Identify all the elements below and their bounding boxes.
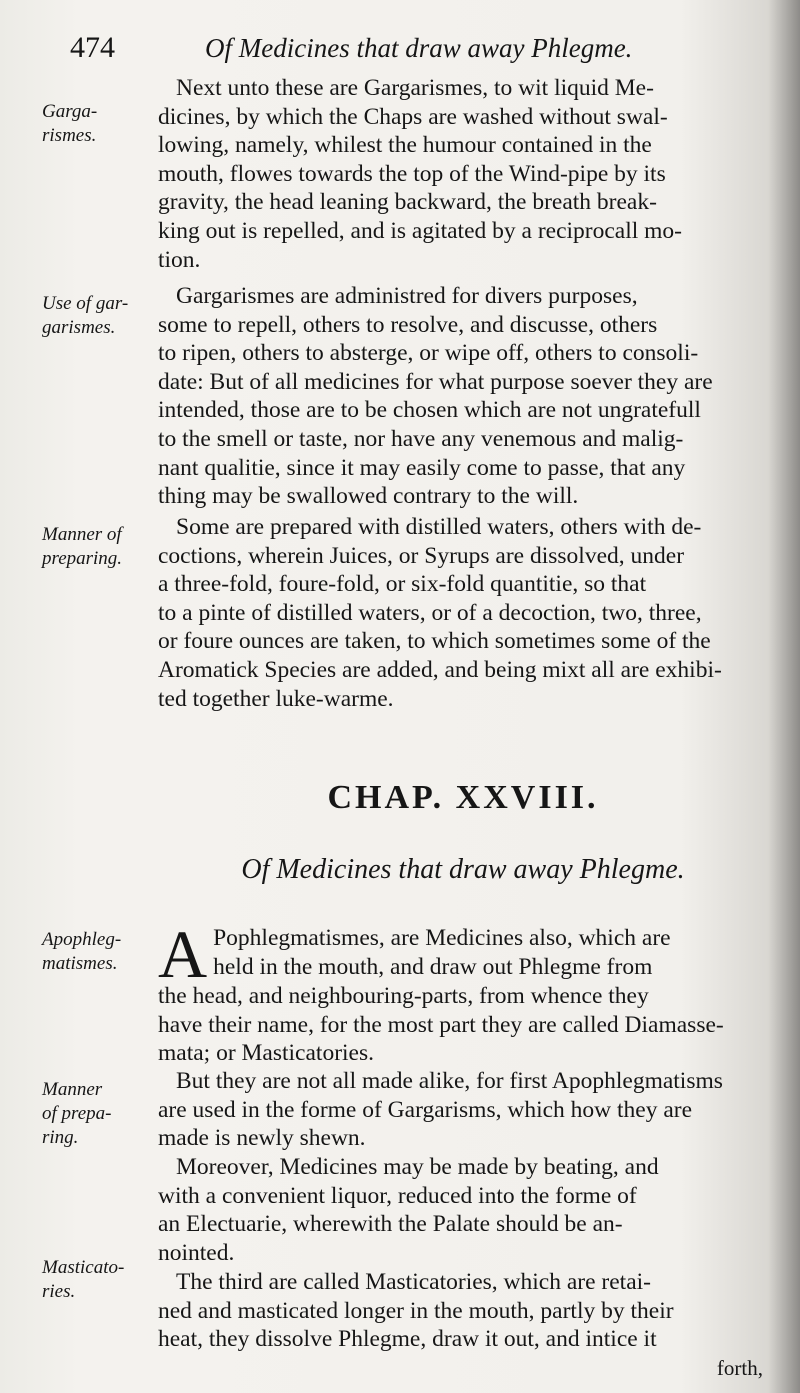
text-line: nant qualitie, since it may easily come to passe, that any xyxy=(158,454,686,481)
text-line: some to repell, others to resolve, and discusse, others xyxy=(158,311,658,338)
chapter-subtitle: Of Medicines that draw away Phlegme. xyxy=(241,854,685,885)
margin-note-line: preparing. xyxy=(42,548,123,569)
text-line: made is newly shewn. xyxy=(158,1125,366,1152)
text-line: lowing, namely, whilest the humour contained in the xyxy=(158,132,652,159)
text-line: king out is repelled, and is agitated by a reciprocall mo- xyxy=(158,217,683,244)
text-line: Some are prepared with distilled waters, others with de- xyxy=(176,514,702,540)
margin-note-apophlegmatismes xyxy=(42,928,154,976)
margin-note-line: matismes. xyxy=(42,953,118,974)
drop-cap: A xyxy=(158,916,208,992)
text-line: have their name, for the most part they are called Diamasse- xyxy=(158,1011,724,1038)
text-line: Aromatick Species are added, and being mixt all are exhibi- xyxy=(158,656,722,683)
paragraph-manner-of-preparing xyxy=(158,513,768,713)
text-line: nointed. xyxy=(158,1239,235,1266)
text-line: gravity, the head leaning backward, the breath break- xyxy=(158,189,657,216)
text-line: date: But of all medicines for what purpose soever they are xyxy=(158,368,713,395)
margin-note-manner-of-preparing xyxy=(42,523,154,571)
text-line: heat, they dissolve Phlegme, draw it out, and intice it xyxy=(158,1326,657,1353)
text-line: dicines, by which the Chaps are washed without swal- xyxy=(158,103,668,130)
margin-note-line: rismes. xyxy=(42,125,97,146)
running-head: Of Medicines that draw away Phlegme. xyxy=(205,33,633,63)
text-line: tion. xyxy=(158,246,201,273)
text-line: The third are called Masticatories, which are retai- xyxy=(176,1269,651,1295)
margin-note-manner-of-preparing-2 xyxy=(42,1078,154,1150)
margin-note-line: Manner xyxy=(42,1079,103,1100)
text-line: Moreover, Medicines may be made by beating, and xyxy=(176,1154,659,1180)
text-line: ted together luke-warme. xyxy=(158,685,394,712)
text-line: with a convenient liquor, reduced into the forme of xyxy=(158,1182,637,1209)
text-line: to a pinte of distilled waters, or of a decoction, two, three, xyxy=(158,599,702,626)
text-line: the head, and neighbouring-parts, from whence they xyxy=(158,983,649,1009)
page-header xyxy=(70,28,770,68)
text-line: a three-fold, foure-fold, or six-fold quantitie, so that xyxy=(158,571,647,598)
margin-note-line: ries. xyxy=(42,1281,76,1302)
margin-note-line: garismes. xyxy=(42,317,116,338)
catchword: forth, xyxy=(716,1355,763,1380)
text-line: coctions, wherein Juices, or Syrups are dissolved, under xyxy=(158,542,685,569)
text-line: held in the mouth, and draw out Phlegme from xyxy=(213,953,653,980)
margin-note-masticatories xyxy=(42,1256,154,1304)
text-line: are used in the forme of Gargarisms, which how they are xyxy=(158,1096,693,1123)
text-line: Pophlegmatismes, are Medicines also, which are xyxy=(213,925,671,951)
text-line: or foure ounces are taken, to which sometimes some of the xyxy=(158,628,711,655)
paragraph-masticatories xyxy=(158,1268,768,1382)
paragraph-moreover xyxy=(158,1153,768,1267)
text-line: mata; or Masticatories. xyxy=(158,1040,374,1067)
paragraph-gargarismes xyxy=(158,74,768,274)
text-line: an Electuarie, wherewith the Palate should be an- xyxy=(158,1211,623,1238)
margin-note-gargarismes xyxy=(42,100,154,148)
margin-note-line: Use of gar- xyxy=(42,293,129,314)
text-line: Gargarismes are administred for divers purposes, xyxy=(176,283,638,309)
text-line: to the smell or taste, nor have any venemous and malig- xyxy=(158,425,684,452)
margin-note-use-of-gargarismes xyxy=(42,292,154,340)
margin-note-line: Apophleg- xyxy=(42,929,122,950)
paragraph-use-of-gargarismes xyxy=(158,282,768,511)
margin-note-line: ring. xyxy=(42,1127,79,1148)
text-line: mouth, flowes towards the top of the Wind-pipe by its xyxy=(158,160,666,187)
paragraph-apophlegmatismes xyxy=(158,916,768,1068)
margin-note-line: Manner of xyxy=(42,524,122,545)
paragraph-manner-of-preparing-2 xyxy=(158,1067,768,1153)
margin-note-line: Garga- xyxy=(42,101,98,122)
chapter-title: CHAP. XXVIII. xyxy=(327,779,599,816)
text-line: thing may be swallowed contrary to the will. xyxy=(158,483,579,510)
text-line: ned and masticated longer in the mouth, partly by their xyxy=(158,1297,674,1324)
text-line: to ripen, others to absterge, or wipe off, others to consoli- xyxy=(158,340,699,367)
text-line: But they are not all made alike, for first Apophlegmatisms xyxy=(176,1068,723,1094)
text-line: intended, those are to be chosen which are not ungratefull xyxy=(158,397,701,424)
page-number: 474 xyxy=(70,31,115,64)
margin-note-line: of prepa- xyxy=(42,1103,112,1124)
margin-note-line: Masticato- xyxy=(42,1257,125,1278)
text-line: Next unto these are Gargarismes, to wit liquid Me- xyxy=(176,75,654,101)
